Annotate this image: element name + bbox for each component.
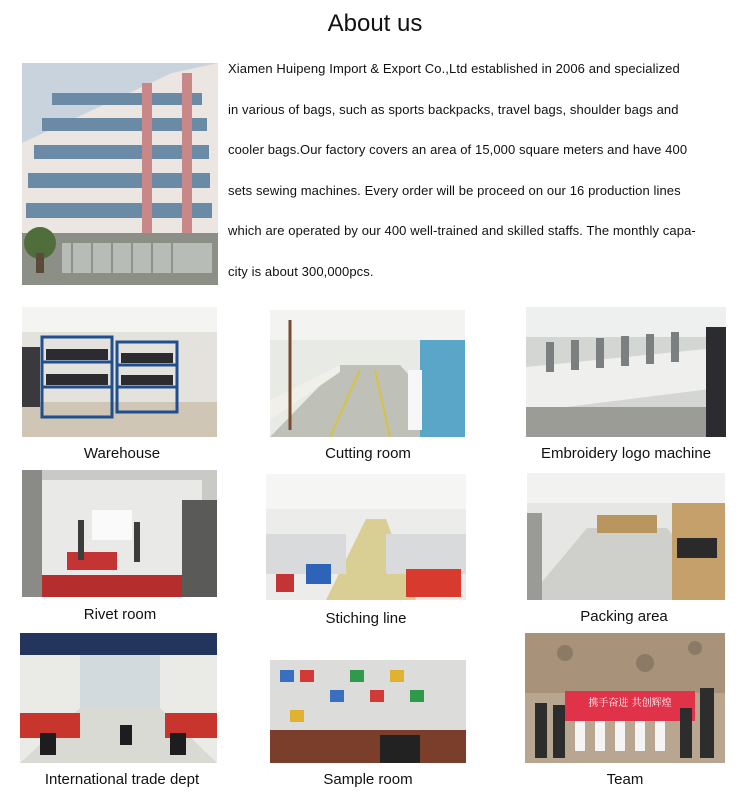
caption-packing-area: Packing area — [580, 608, 668, 625]
caption-warehouse: Warehouse — [83, 445, 161, 462]
embroidery-machine-photo — [526, 307, 726, 437]
caption-cutting-room: Cutting room — [325, 445, 411, 462]
caption-trade-dept: International trade dept — [44, 771, 200, 788]
team-banner-text: 携手奋进 共创辉煌 — [588, 698, 672, 709]
international-trade-dept-photo — [20, 633, 217, 763]
intro-line: city is about 300,000pcs. — [228, 263, 374, 279]
caption-embroidery: Embroidery logo machine — [540, 445, 712, 462]
company-intro — [228, 58, 743, 301]
sample-room-photo — [270, 635, 466, 763]
intro-line: in various of bags, such as sports backpacks, travel bags, shoulder bags and — [228, 101, 679, 117]
packing-area-photo — [527, 473, 725, 600]
rivet-room-photo — [22, 470, 217, 597]
team-photo — [525, 633, 725, 763]
caption-stitching-line: Stiching line — [325, 610, 407, 627]
warehouse-photo — [22, 307, 217, 437]
caption-rivet-room: Rivet room — [83, 606, 157, 623]
intro-line: Xiamen Huipeng Import & Export Co.,Ltd established in 2006 and specialized — [228, 61, 680, 76]
page-title: About us — [327, 10, 423, 37]
stitching-line-photo — [266, 474, 466, 600]
cutting-room-photo — [270, 310, 465, 437]
factory-building-image — [22, 63, 218, 285]
intro-line: cooler bags.Our factory covers an area of 15,000 square meters and have 400 — [228, 142, 688, 157]
intro-line: sets sewing machines. Every order will be proceed on our 16 production lines — [228, 182, 681, 198]
caption-sample-room: Sample room — [323, 771, 413, 788]
caption-team: Team — [606, 771, 644, 788]
intro-line: which are operated by our 400 well-trained and skilled staffs. The monthly capa- — [228, 223, 696, 238]
